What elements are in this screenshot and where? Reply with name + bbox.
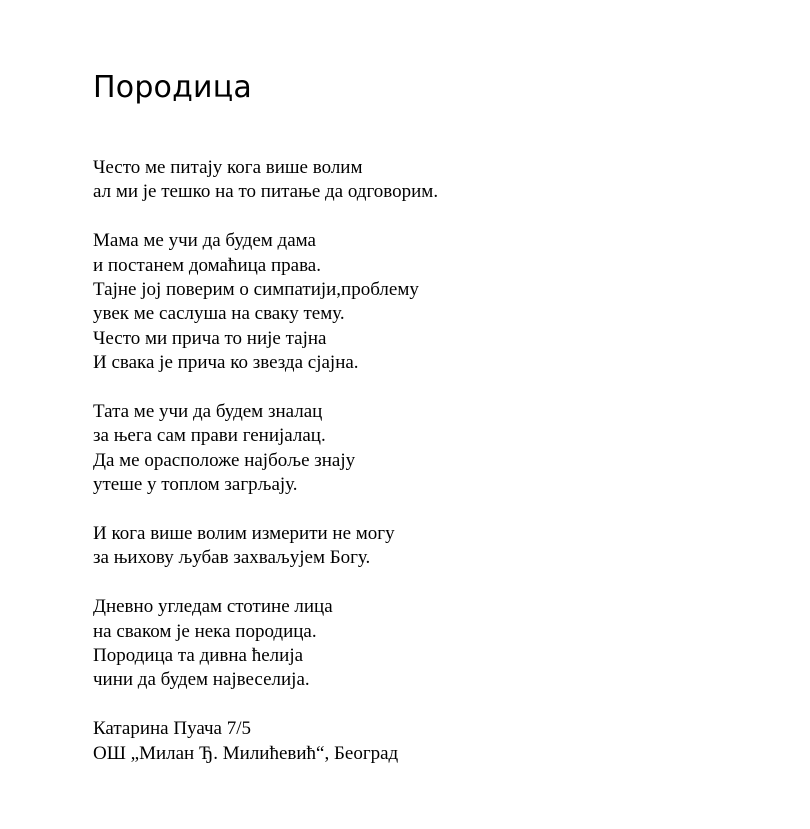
poem-line: Породица та дивна ћелија [93,645,304,667]
poem-body [93,156,773,766]
poem-line: ал ми је тешко на то питање да одговорим. [93,181,439,203]
poem-line: чини да будем највеселија. [93,669,310,691]
poem-line: за њега сам прави генијалац. [93,425,326,447]
poem-line: за њихову љубав захваљујем Богу. [93,547,371,569]
poem-line: И кога више волим измерити не могу [93,523,395,545]
poem-line: увек ме саслуша на сваку тему. [93,303,345,325]
poem-line: И свака је прича ко звезда сјајна. [93,352,359,374]
poem-title: Породица [93,70,252,105]
poem-line: Често ми прича то није тајна [93,327,327,349]
author-name: Катарина Пуача 7/5 [93,718,252,740]
poem-line: на сваком је нека породица. [93,620,317,642]
stanza-3 [93,400,773,498]
poem-line: Да ме орасположе најбоље знају [93,449,356,471]
stanza-4 [93,522,773,571]
signature-block [93,717,773,766]
poem-line: утеше у топлом загрљају. [93,474,298,496]
poem-line: Тата ме учи да будем зналац [93,401,323,423]
stanza-5 [93,595,773,693]
poem-line: Мама ме учи да будем дама [93,230,316,252]
poem-line: Тајне јој поверим о симпатији,проблему [93,279,419,301]
poem-line: и постанем домаћица права. [93,254,321,276]
stanza-2 [93,229,773,375]
poem-line: Често ме питају кога више волим [93,157,363,178]
poem-line: Дневно угледам стотине лица [93,596,333,618]
school-name: ОШ „Милан Ђ. Милићевић“, Београд [93,742,399,764]
stanza-1 [93,156,773,205]
